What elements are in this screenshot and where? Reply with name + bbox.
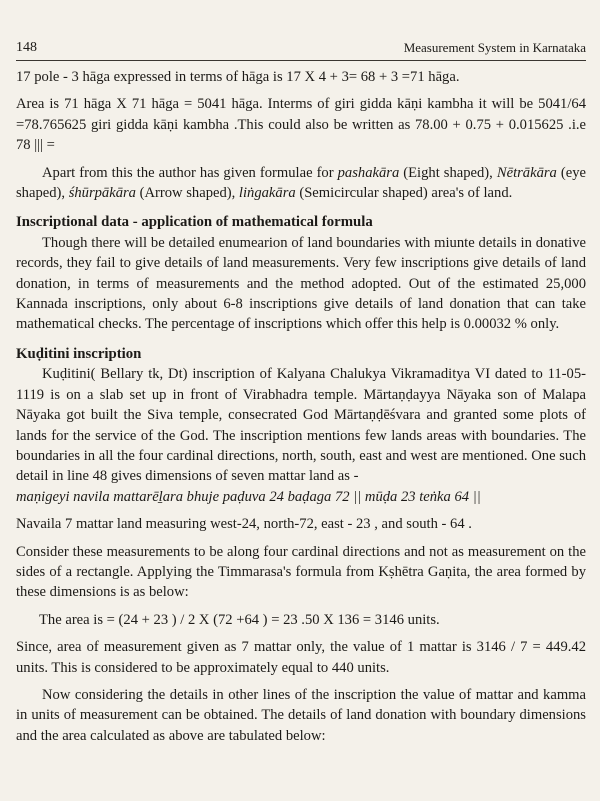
term-netrakara: Nētrākāra <box>496 164 557 181</box>
page-header <box>16 40 586 60</box>
term-pashakara: pashakāra <box>337 164 400 181</box>
text-segment: (eye shaped), <box>16 164 586 202</box>
text-segment: (Semicircular shaped) area's of land. <box>295 185 513 202</box>
paragraph-mattar-value: Since, area of measurement given as 7 mattar only, the value of 1 mattar is 3146 / 7 = 449.42 units. This is considered to be approximately equal to 440 units. <box>16 639 586 676</box>
paragraph-timmarasa: Consider these measurements to be along four cardinal directions and not as measurement on the sides of a rectangle. Applying the Timmarasa's formula from Kṣhētra Gaṇita, the area formed by these dimensions is as below: <box>16 543 586 601</box>
paragraph-haga-conversion: 17 pole - 3 hāga expressed in terms of hāga is 17 X 4 + 3= 68 + 3 =71 hāga. <box>16 69 460 85</box>
text-segment: (Arrow shaped), <box>135 185 239 202</box>
term-shurpakara: śhūrpākāra <box>68 185 136 202</box>
inscription-quote: maṇigeyi navila mattarēḻara bhuje paḍuva 24 baḍaga 72 || mūḍa 23 teṅka 64 || <box>16 488 481 505</box>
term-lingakara: liṅgakāra <box>238 185 296 202</box>
header-rule <box>16 60 586 61</box>
text-segment: Apart from this the author has given formulae for <box>42 164 338 181</box>
paragraph-tabulation: Now considering the details in other lines of the inscription the value of mattar and kamma in units of measurement can be obtained. The details of land donation with boundary dimensions and the area calculated as above are tabulated below: <box>16 686 586 744</box>
page-body <box>16 67 586 746</box>
paragraph-formulae <box>16 163 586 204</box>
area-formula: The area is = (24 + 23 ) / 2 X (72 +64 ) = 23 .50 X 136 = 3146 units. <box>39 611 440 628</box>
paragraph-inscriptional-data: Though there will be detailed enumearion of land boundaries with miunte details in donative records, they fail to give details of land measurements. Very few inscriptions give details of land donation, in terms of measurements and the method adopted. Out of the estimated 25,000 Kannada inscriptions, only about 6-8 inscriptions give details of land donation that can take mathematical checks. The percentage of inscriptions which offer this help is 0.00032 % only. <box>16 234 586 333</box>
section-heading-inscriptional-data: Inscriptional data - application of mathematical formula <box>16 214 373 231</box>
running-title: Measurement System in Karnataka <box>403 40 586 55</box>
page-number: 148 <box>16 40 37 55</box>
paragraph-area-calculation: Area is 71 hāga X 71 hāga = 5041 hāga. Interms of giri gidda kāṇi kambha it will be 5041/64 =78.765625 giri gidda kāṇi kambha .This could also be written as 78.00 + 0.75 + 0.015625 .i.e 78 ||| = <box>16 96 586 154</box>
text-segment: (Eight shaped), <box>399 164 497 181</box>
section-heading-kuditini: Kuḍitini inscription <box>16 345 142 362</box>
paragraph-kuditini: Kuḍitini( Bellary tk, Dt) inscription of Kalyana Chalukya Vikramaditya VI dated to 11-05-1119 is on a slab set up in front of Virabhadra temple. Mārtaṇḍayya Nāyaka son of Malapa Nāyaka got built the Siva temple, consecrated God Mārtaṇḍēśvara and granted some plots of lands for the service of the God. The inscription mentions few lands areas with boundaries. The boundaries in all the four cardinal directions, north, south, east and west are mentioned. One such detail in line 48 gives dimensions of seven mattar land as - <box>16 366 586 485</box>
paragraph-navaila: Navaila 7 mattar land measuring west-24, north-72, east - 23 , and south - 64 . <box>16 516 472 533</box>
